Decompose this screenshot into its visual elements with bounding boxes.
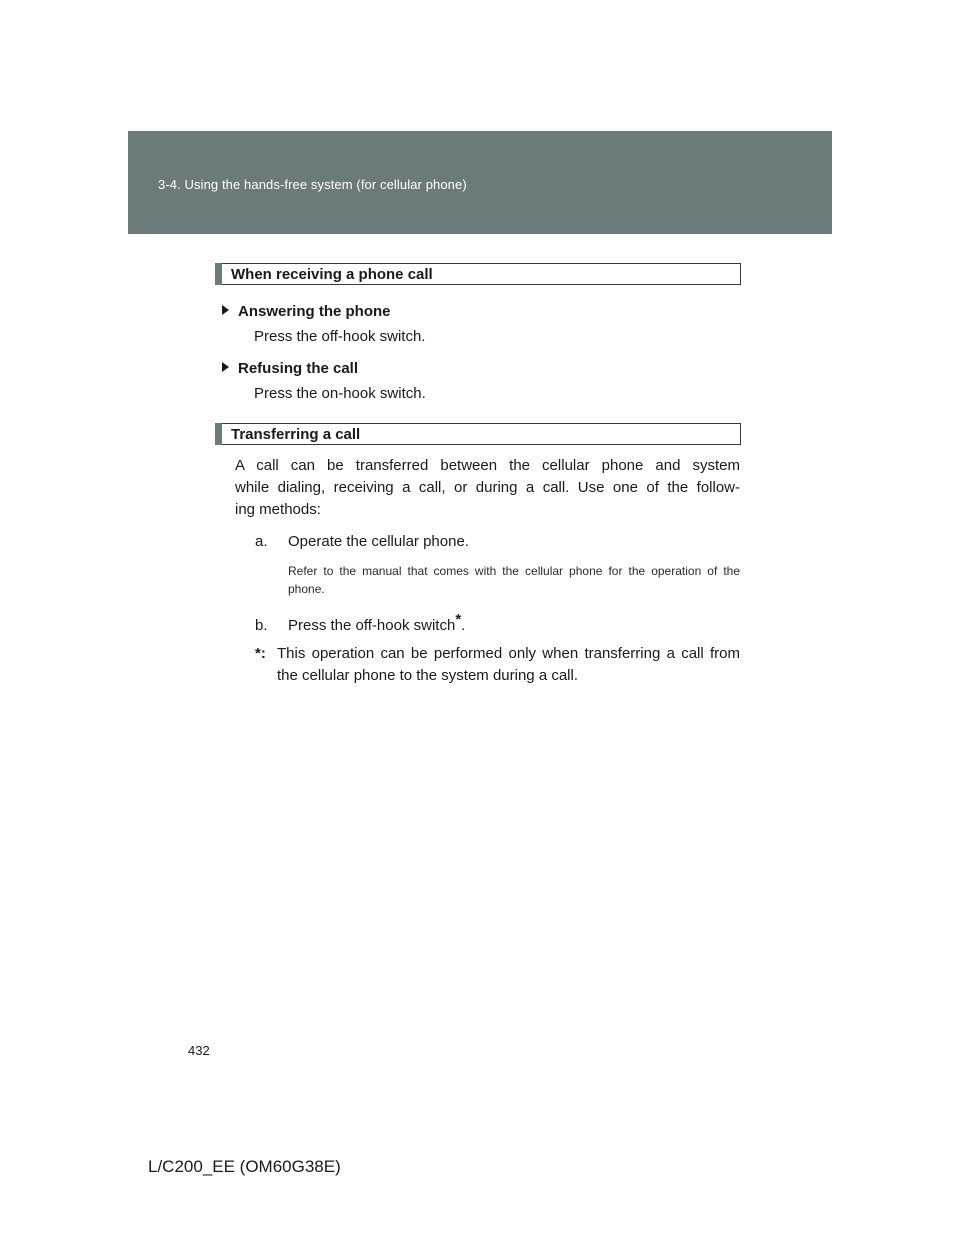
item-heading-answering xyxy=(222,303,391,320)
step-a-note: Refer to the manual that comes with the cellular phone for the operation of the phone. xyxy=(288,564,740,596)
step-b xyxy=(255,611,465,634)
footnote-text: This operation can be performed only when transferring a call from the cellular phone to the system during a call. xyxy=(277,645,740,684)
section-heading-receiving xyxy=(215,263,741,285)
section-title: When receiving a phone call xyxy=(231,266,433,283)
step-label: a. xyxy=(255,533,268,550)
step-text: Operate the cellular phone. xyxy=(288,533,469,550)
section-heading-bar xyxy=(215,423,222,445)
step-text: Press the off-hook switch xyxy=(288,617,456,634)
item-heading-text: Answering the phone xyxy=(238,303,391,320)
intro-line: A call can be transferred between the cellular phone and system xyxy=(235,457,740,474)
step-end: . xyxy=(461,617,466,634)
footnote-mark: *: xyxy=(255,645,266,662)
step-label: b. xyxy=(255,617,268,634)
header-band xyxy=(128,131,832,234)
footer-code: L/C200_EE (OM60G38E) xyxy=(148,1157,341,1176)
breadcrumb: 3-4. Using the hands-free system (for cellular phone) xyxy=(158,177,467,192)
item-text-refusing: Press the on-hook switch. xyxy=(254,385,426,402)
bullet-triangle-icon xyxy=(222,305,229,315)
footnote-marker: * xyxy=(455,611,462,628)
section-title: Transferring a call xyxy=(231,426,361,443)
page-number: 432 xyxy=(188,1043,210,1058)
intro-line: while dialing, receiving a call, or during a call. Use one of the follow- xyxy=(235,479,740,496)
intro-line: ing methods: xyxy=(235,501,321,518)
item-text-answering: Press the off-hook switch. xyxy=(254,328,426,345)
step-a xyxy=(255,533,469,550)
bullet-triangle-icon xyxy=(222,362,229,372)
section-heading-transferring xyxy=(215,423,741,445)
section-heading-bar xyxy=(215,263,222,285)
transfer-intro xyxy=(235,455,740,521)
item-heading-text: Refusing the call xyxy=(238,360,359,377)
item-heading-refusing xyxy=(222,360,358,377)
